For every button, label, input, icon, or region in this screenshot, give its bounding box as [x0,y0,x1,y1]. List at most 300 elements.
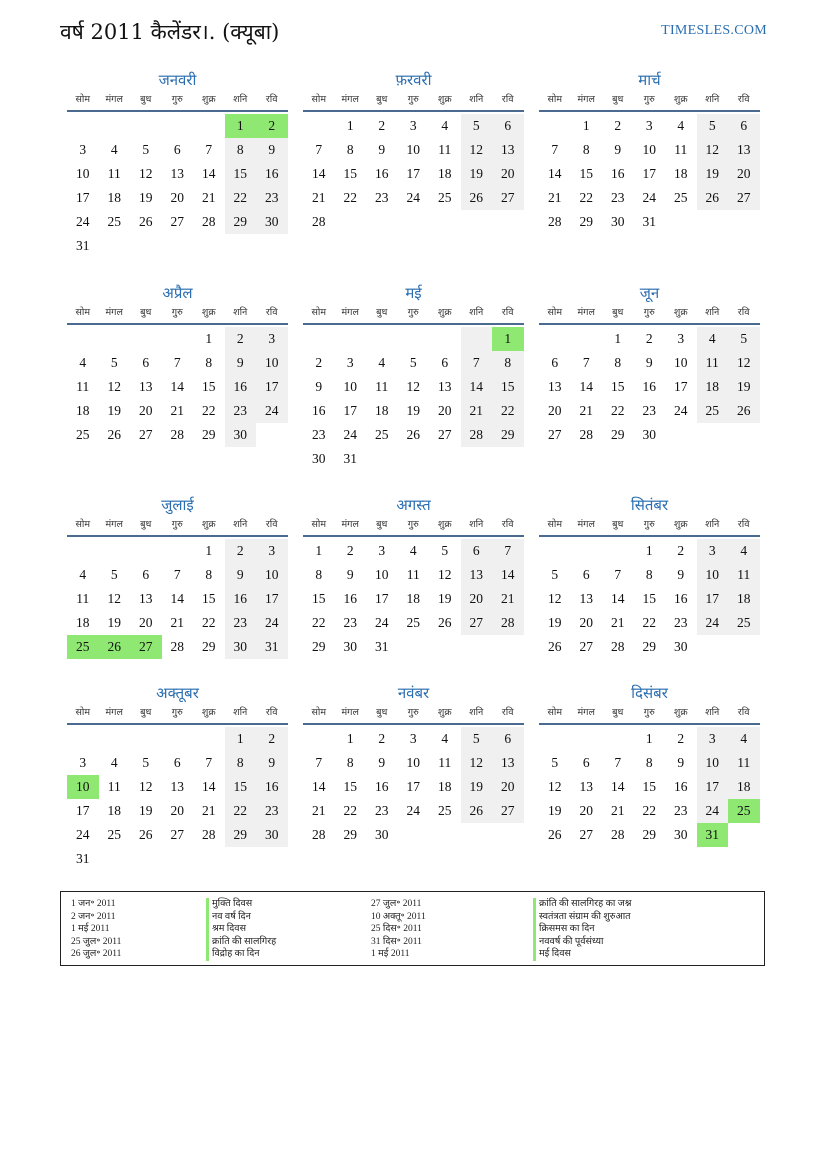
day-cell: 4 [409,543,417,558]
empty-day-cell [539,114,571,138]
day-cell: 17 [406,166,420,181]
day-cell: 16 [256,775,288,799]
day-cell: 30 [225,635,257,659]
weekday-label: शनि [705,307,720,318]
day-cell: 7 [492,539,524,563]
weekday-label: बुध [140,519,152,530]
day-cell: 21 [548,190,562,205]
day-cell: 15 [202,379,216,394]
empty-day-cell [366,210,398,234]
day-cell: 20 [579,615,593,630]
day-cell: 20 [579,803,593,818]
weekday-label: मंगल [341,94,359,105]
day-cell: 5 [728,327,760,351]
day-cell: 24 [76,214,90,229]
day-cell: 23 [256,186,288,210]
day-cell: 1 [346,731,354,746]
weekday-label: रवि [265,519,278,530]
month-name: नवंबर [397,684,430,702]
day-cell: 17 [674,379,688,394]
month-calendar [539,495,760,659]
day-cell: 10 [697,563,729,587]
month-name: अक्तूबर [156,684,199,702]
empty-day-cell [193,727,225,751]
day-cell: 6 [173,755,181,770]
holiday-list [60,891,765,966]
empty-day-cell [366,447,398,471]
empty-day-cell [303,727,335,751]
weekday-header [303,517,524,537]
day-cell: 10 [76,166,90,181]
day-cell: 1 [346,118,354,133]
month-calendar [539,283,760,447]
day-cell: 18 [728,775,760,799]
empty-day-cell [665,423,697,447]
day-cell: 2 [256,727,288,751]
day-cell: 23 [375,803,389,818]
day-cell: 29 [611,427,625,442]
day-cell: 17 [76,190,90,205]
day-cell: 4 [378,355,386,370]
day-cell: 16 [256,162,288,186]
day-cell: 1 [645,543,653,558]
empty-day-cell [225,234,257,258]
day-cell: 31 [76,851,90,866]
holiday-date: 31 दिस॰ 2011 [371,936,422,947]
weekday-label: बुध [376,707,388,718]
empty-day-cell [193,234,225,258]
empty-day-cell [193,114,225,138]
day-cell: 3 [256,327,288,351]
empty-day-cell [398,635,430,659]
day-cell: 30 [343,639,357,654]
empty-day-cell [162,727,194,751]
day-cell: 13 [492,138,524,162]
empty-day-cell [335,327,367,351]
day-grid [539,327,760,447]
weekday-label: रवि [501,307,514,318]
weekday-label: मंगल [577,307,595,318]
day-cell: 18 [697,375,729,399]
day-cell: 8 [225,138,257,162]
weekday-label: सोम [547,707,563,718]
day-grid [539,727,760,847]
empty-day-cell [492,823,524,847]
day-cell: 28 [202,214,216,229]
weekday-label: शुक्र [437,707,452,718]
day-cell: 21 [611,803,625,818]
day-cell: 7 [205,142,213,157]
day-cell: 10 [406,142,420,157]
day-cell: 19 [728,375,760,399]
weekday-label: गुरु [171,307,183,318]
day-cell: 24 [697,799,729,823]
empty-day-cell [571,727,603,751]
holiday-day-cell: 25 [67,635,99,659]
day-cell: 2 [225,327,257,351]
day-cell: 4 [79,567,87,582]
day-cell: 1 [645,731,653,746]
holiday-names-right [533,898,631,961]
day-cell: 14 [461,375,493,399]
day-cell: 9 [256,138,288,162]
day-cell: 30 [256,210,288,234]
day-cell: 16 [674,591,688,606]
weekday-label: सोम [75,519,91,530]
day-cell: 28 [202,827,216,842]
empty-day-cell [67,727,99,751]
weekday-header [539,305,760,325]
day-cell: 24 [697,611,729,635]
day-cell: 30 [611,214,625,229]
day-cell: 22 [642,803,656,818]
weekday-label: शुक्र [673,94,688,105]
day-cell: 19 [438,591,452,606]
empty-day-cell [130,114,162,138]
empty-day-cell [539,327,571,351]
day-cell: 25 [76,427,90,442]
weekday-header [303,92,524,112]
day-cell: 31 [642,214,656,229]
day-cell: 28 [611,827,625,842]
day-cell: 7 [173,355,181,370]
day-cell: 16 [674,779,688,794]
day-cell: 14 [170,591,184,606]
weekday-header [303,305,524,325]
day-cell: 24 [375,615,389,630]
day-cell: 15 [343,166,357,181]
weekday-label: बुध [376,307,388,318]
empty-day-cell [162,327,194,351]
day-cell: 20 [170,803,184,818]
day-cell: 24 [256,399,288,423]
day-cell: 9 [677,567,685,582]
holiday-day-cell: 2 [256,114,288,138]
weekday-label: शुक्र [673,307,688,318]
day-cell: 20 [728,162,760,186]
day-cell: 12 [139,166,153,181]
day-cell: 9 [256,751,288,775]
day-cell: 26 [548,639,562,654]
weekday-label: सोम [75,707,91,718]
day-cell: 7 [582,355,590,370]
day-cell: 22 [202,615,216,630]
day-cell: 12 [107,379,121,394]
day-cell: 15 [225,162,257,186]
day-grid [539,114,760,234]
holiday-name: नव वर्ष दिन [206,911,276,924]
empty-day-cell [539,727,571,751]
day-cell: 21 [611,615,625,630]
empty-day-cell [728,210,760,234]
empty-day-cell [461,447,493,471]
day-cell: 26 [406,427,420,442]
day-cell: 8 [225,751,257,775]
day-cell: 8 [645,755,653,770]
weekday-label: मंगल [105,707,123,718]
day-grid [67,539,288,659]
weekday-label: सोम [75,94,91,105]
holiday-names-left [206,898,276,961]
month-name: जनवरी [158,71,197,89]
weekday-label: गुरु [643,94,655,105]
day-cell: 26 [139,827,153,842]
day-cell: 2 [677,543,685,558]
day-cell: 22 [312,615,326,630]
holiday-day-cell: 26 [99,635,131,659]
day-cell: 20 [492,775,524,799]
day-cell: 3 [677,331,685,346]
day-cell: 3 [645,118,653,133]
day-cell: 1 [315,543,323,558]
holiday-dates-right [371,898,426,961]
day-cell: 1 [205,331,213,346]
day-cell: 20 [492,162,524,186]
day-cell: 12 [139,779,153,794]
weekday-label: मंगल [105,94,123,105]
day-cell: 4 [728,727,760,751]
day-cell: 8 [492,351,524,375]
day-cell: 7 [551,142,559,157]
day-cell: 9 [677,755,685,770]
day-cell: 27 [438,427,452,442]
day-cell: 27 [170,827,184,842]
day-cell: 11 [728,751,760,775]
day-cell: 29 [202,427,216,442]
day-cell: 30 [642,427,656,442]
empty-day-cell [697,635,729,659]
month-calendar [67,683,288,871]
day-cell: 20 [170,190,184,205]
day-cell: 25 [674,190,688,205]
day-cell: 14 [170,379,184,394]
weekday-label: शुक्र [201,94,216,105]
day-cell: 2 [315,355,323,370]
holiday-name: मुक्ति दिवस [206,898,276,911]
day-cell: 9 [346,567,354,582]
weekday-label: गुरु [407,307,419,318]
weekday-label: शुक्र [437,307,452,318]
month-name: मई [405,284,422,302]
day-cell: 26 [139,214,153,229]
day-cell: 28 [170,427,184,442]
month-calendar [539,683,760,847]
weekday-label: सोम [311,707,327,718]
day-cell: 22 [343,803,357,818]
day-cell: 23 [375,190,389,205]
day-cell: 26 [107,427,121,442]
day-cell: 4 [441,731,449,746]
weekday-label: बुध [612,307,624,318]
day-cell: 28 [312,214,326,229]
day-cell: 20 [548,403,562,418]
day-cell: 25 [107,214,121,229]
weekday-label: गुरु [643,707,655,718]
weekday-label: रवि [265,94,278,105]
day-cell: 18 [107,190,121,205]
day-grid [539,539,760,659]
empty-day-cell [728,635,760,659]
day-cell: 12 [461,751,493,775]
day-cell: 21 [312,190,326,205]
weekday-label: मंगल [577,707,595,718]
empty-day-cell [602,727,634,751]
weekday-label: सोम [311,94,327,105]
day-cell: 29 [642,827,656,842]
day-cell: 20 [139,403,153,418]
day-cell: 28 [170,639,184,654]
weekday-label: रवि [737,519,750,530]
day-cell: 27 [548,427,562,442]
day-cell: 13 [579,591,593,606]
day-cell: 30 [674,639,688,654]
weekday-label: बुध [376,94,388,105]
day-cell: 30 [312,451,326,466]
day-cell: 29 [225,210,257,234]
weekday-label: बुध [140,307,152,318]
day-cell: 17 [76,803,90,818]
empty-day-cell [303,114,335,138]
day-cell: 14 [492,563,524,587]
day-cell: 6 [461,539,493,563]
day-cell: 8 [205,567,213,582]
day-cell: 19 [461,162,493,186]
day-cell: 23 [674,615,688,630]
day-cell: 16 [642,379,656,394]
weekday-label: मंगल [341,519,359,530]
day-grid [303,327,524,471]
empty-day-cell [162,114,194,138]
day-cell: 16 [312,403,326,418]
weekday-label: सोम [547,519,563,530]
day-cell: 8 [614,355,622,370]
empty-day-cell [99,847,131,871]
empty-day-cell [256,847,288,871]
holiday-date: 27 जुल॰ 2011 [371,899,422,909]
day-cell: 9 [315,379,323,394]
site-link[interactable]: TIMESLES.COM [661,23,767,38]
weekday-label: शनि [469,707,484,718]
day-grid [303,114,524,234]
empty-day-cell [162,539,194,563]
weekday-label: बुध [612,707,624,718]
holiday-date: 2 जन॰ 2011 [71,911,116,922]
day-cell: 15 [642,591,656,606]
day-cell: 27 [461,611,493,635]
day-cell: 11 [375,379,389,394]
day-cell: 21 [579,403,593,418]
weekday-label: सोम [75,307,91,318]
day-cell: 9 [225,351,257,375]
empty-day-cell [67,114,99,138]
day-cell: 13 [461,563,493,587]
day-cell: 20 [438,403,452,418]
day-cell: 26 [438,615,452,630]
day-cell: 19 [139,803,153,818]
weekday-label: मंगल [341,707,359,718]
empty-day-cell [429,327,461,351]
weekday-label: मंगल [105,307,123,318]
holiday-day-cell: 10 [67,775,99,799]
holiday-name: क्रांति की सालगिरह का जश्न [533,898,631,911]
day-cell: 10 [375,567,389,582]
weekday-label: रवि [501,94,514,105]
weekday-label: मंगल [577,519,595,530]
weekday-label: शनि [233,307,248,318]
day-cell: 29 [312,639,326,654]
day-cell: 14 [548,166,562,181]
holiday-date: 1 जन॰ 2011 [71,899,116,909]
day-cell: 9 [378,142,386,157]
day-cell: 16 [375,779,389,794]
empty-day-cell [256,423,288,447]
day-cell: 4 [728,539,760,563]
day-cell: 11 [406,567,420,582]
day-cell: 2 [378,731,386,746]
day-cell: 13 [548,379,562,394]
day-cell: 10 [697,751,729,775]
weekday-label: सोम [547,307,563,318]
day-cell: 5 [461,727,493,751]
day-cell: 15 [642,779,656,794]
day-cell: 17 [697,587,729,611]
day-cell: 19 [107,403,121,418]
day-cell: 25 [697,399,729,423]
weekday-label: रवि [737,707,750,718]
holiday-date: 26 जुल॰ 2011 [71,949,122,959]
weekday-label: शुक्र [201,707,216,718]
day-cell: 22 [343,190,357,205]
holiday-date: 1 मई 2011 [371,949,410,959]
day-cell: 14 [312,779,326,794]
day-cell: 2 [378,118,386,133]
empty-day-cell [398,327,430,351]
empty-day-cell [492,210,524,234]
day-cell: 12 [697,138,729,162]
day-cell: 13 [728,138,760,162]
day-grid [303,539,524,659]
empty-day-cell [429,823,461,847]
weekday-header [67,92,288,112]
weekday-header [67,305,288,325]
day-cell: 28 [548,214,562,229]
day-cell: 5 [551,755,559,770]
day-cell: 3 [79,142,87,157]
empty-day-cell [303,327,335,351]
day-cell: 23 [642,403,656,418]
day-cell: 12 [438,567,452,582]
day-cell: 29 [579,214,593,229]
empty-day-cell [461,823,493,847]
month-name: मार्च [638,71,661,89]
empty-day-cell [335,210,367,234]
day-cell: 16 [611,166,625,181]
day-cell: 1 [582,118,590,133]
day-cell: 23 [225,399,257,423]
day-cell: 23 [256,799,288,823]
day-cell: 20 [139,615,153,630]
day-cell: 18 [375,403,389,418]
weekday-header [67,517,288,537]
weekday-label: शनि [469,307,484,318]
holiday-dates-left [71,898,121,961]
day-cell: 4 [677,118,685,133]
day-cell: 11 [107,166,121,181]
day-cell: 17 [343,403,357,418]
holiday-day-cell: 1 [225,114,257,138]
weekday-label: रवि [265,307,278,318]
weekday-label: शुक्र [673,707,688,718]
